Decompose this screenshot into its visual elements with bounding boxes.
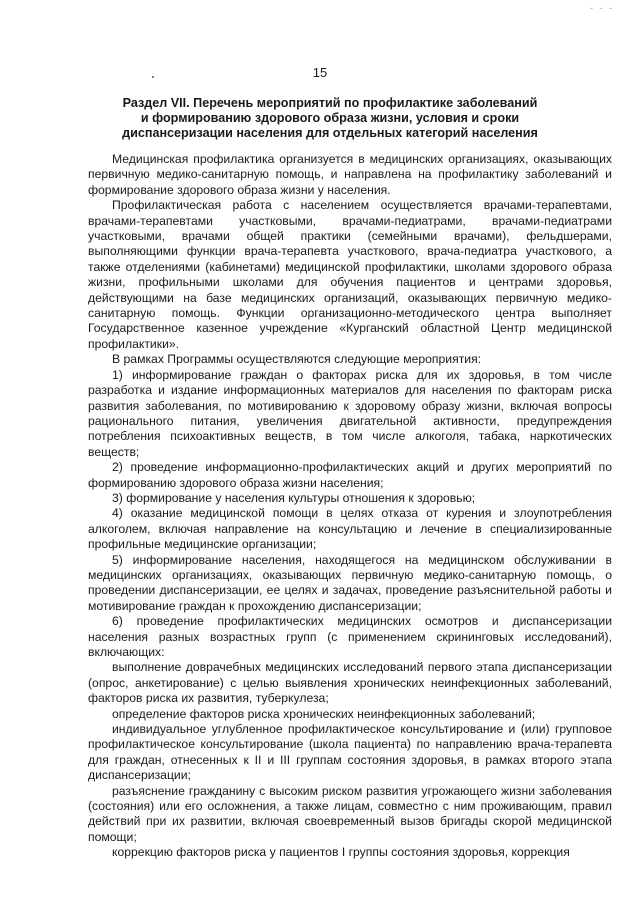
list-item-6: 6) проведение профилактических медицинских осмотров и диспансеризации населения разных возрастных групп (с применением скрининговых исследований), включающих: — [88, 614, 612, 659]
section-heading — [95, 96, 565, 141]
scan-mark: - - - — [590, 3, 614, 13]
paragraph-intro: Медицинская профилактика организуется в медицинских организациях, оказывающих первичную медико-санитарную помощь, и направлена на профилактику заболеваний и формирование здорового образа жизни у населения. — [88, 152, 612, 197]
heading-line-2: и формированию здорового образа жизни, условия и сроки — [140, 111, 520, 125]
sub-item-explanation: разъяснение гражданину с высоким риском развития угрожающего жизни заболевания (состояния) или его осложнения, а также лицам, совместно с ним проживающим, правил действий при их развитии, включая своевременный вызов бригады скорой медицинской помощи; — [88, 783, 612, 844]
heading-line-3: диспансеризации населения для отдельных категорий населения — [122, 126, 538, 140]
list-item-5: 5) информирование населения, находящегося на медицинском обслуживании в медицинских организациях, оказывающих первичную медико-санитарную помощь, о проведении диспансеризации, ее целях и задачах, проведение разъяснительной работы и мотивирование граждан к прохождению диспансеризации; — [88, 552, 612, 613]
paragraph-program-measures: В рамках Программы осуществляются следующие мероприятия: — [112, 352, 482, 367]
list-item-4: 4) оказание медицинской помощи в целях отказа от курения и злоупотребления алкоголем, включая направление на консультацию и лечение в специализированные профильные медицинские организации; — [88, 506, 612, 552]
sub-item-correction: коррекцию факторов риска у пациентов I группы состояния здоровья, коррекция — [112, 845, 570, 860]
list-item-1: 1) информирование граждан о факторах риска для их здоровья, в том числе разработка и издание информационных материалов для населения по факторам риска развития заболевания, по мотивированию к здоровому образу жизни, включая вопросы рационального питания, увеличения двигательной активности, предупреждения потребления психоактивных веществ, в том числе алкоголя, табака, наркотических веществ; — [88, 367, 612, 459]
page-number: 15 — [312, 65, 328, 80]
list-item-2: 2) проведение информационно-профилактических акций и других мероприятий по формированию здорового образа жизни населения; — [88, 460, 612, 490]
body-text — [88, 152, 612, 861]
paragraph-prevention-work: Профилактическая работа с населением осуществляется врачами-терапевтами, врачами-терапевтами участковыми, врачами-педиатрами, врачами-педиатрами участковыми, врачами общей практики (семейными врачами), фельдшерами, выполняющими функции врача-терапевта участкового, врача-педиатра участкового, а также отделениями (кабинетами) медицинской профилактики, школами здорового образа жизни, профильными школами для обучения пациентов и центрами здоровья, действующими на базе медицинских организаций, оказывающих первичную медико-санитарную помощь. Функции организационно-методического центра выполняет Государственное казенное учреждение «Курганский областной Центр медицинской профилактики». — [88, 198, 612, 351]
heading-line-1: Раздел VII. Перечень мероприятий по профилактике заболеваний — [122, 96, 538, 110]
sub-item-examinations: выполнение доврачебных медицинских исследований первого этапа диспансеризации (опрос, анкетирование) с целью выявления хронических неинфекционных заболеваний, факторов риска их развития, туберкулеза; — [88, 660, 612, 706]
list-item-3: 3) формирование у населения культуры отношения к здоровью; — [112, 490, 476, 505]
sub-item-risk-factors: определение факторов риска хронических неинфекционных заболеваний; — [112, 706, 536, 721]
sub-item-counseling: индивидуальное углубленное профилактическое консультирование и (или) групповое профилактическое консультирование (школа пациента) по направлению врача-терапевта для граждан, отнесенных к II и III группам состояния здоровья, в рамках второго этапа диспансеризации; — [88, 722, 612, 783]
